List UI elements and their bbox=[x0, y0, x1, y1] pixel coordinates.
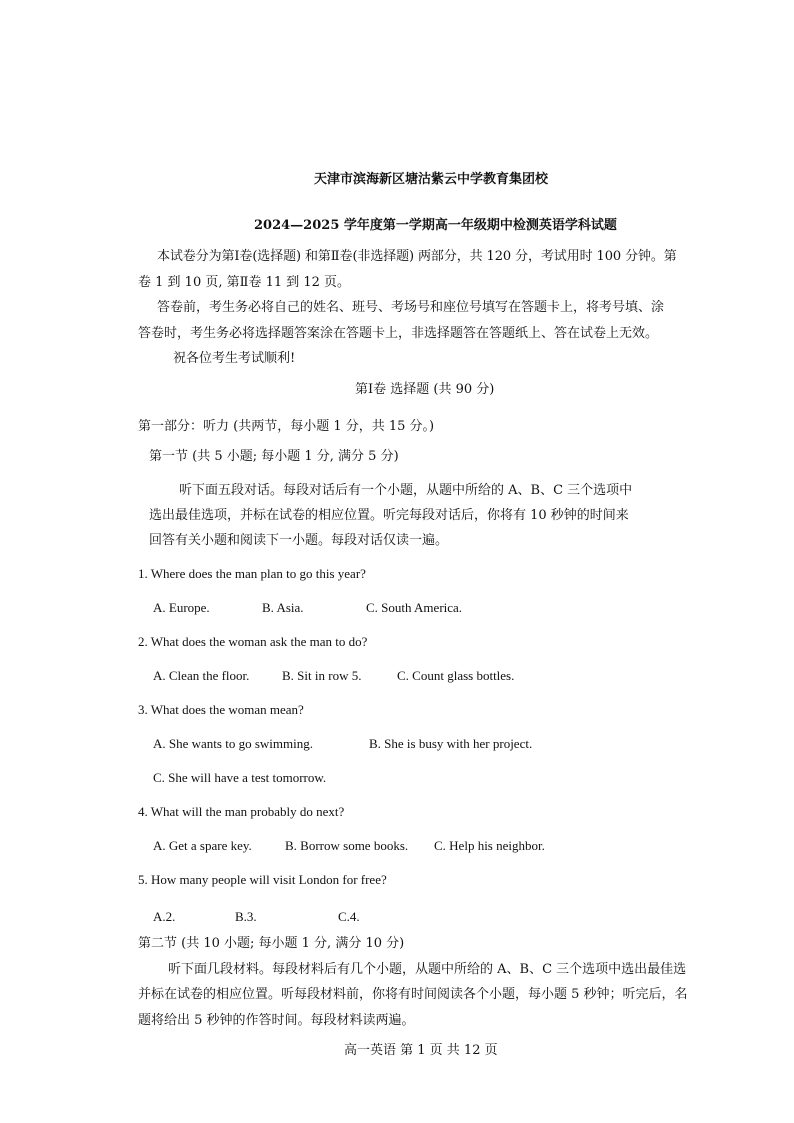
option-b: B. Borrow some books. bbox=[285, 838, 409, 853]
question-stem: 4. What will the man probably do next? bbox=[138, 804, 345, 819]
question-stem: 2. What does the woman ask the man to do? bbox=[138, 634, 368, 649]
option-b: B. She is busy with her project. bbox=[369, 736, 533, 751]
option-a: A.2. bbox=[153, 909, 176, 924]
option-c: C.4. bbox=[338, 909, 360, 924]
school-name: 天津市滨海新区塘沽紫云中学教育集团校 bbox=[314, 172, 549, 187]
option-a: A. Get a spare key. bbox=[153, 838, 252, 853]
wish-line: 祝各位考生考试顺利! bbox=[173, 351, 296, 366]
subsection-1-heading: 第一节 (共 5 小题; 每小题 1 分, 满分 5 分) bbox=[149, 449, 399, 464]
instruction-1-line-3: 回答有关小题和阅读下一小题。每段对话仅读一遍。 bbox=[149, 533, 449, 548]
question-stem: 5. How many people will visit London for free? bbox=[138, 872, 387, 887]
option-a: A. Europe. bbox=[153, 600, 210, 615]
instruction-2-line-1: 听下面几段材料。每段材料后有几个小题，从题中所给的 A、B、C 三个选项中选出最佳选 bbox=[168, 962, 687, 977]
intro-line-4: 答卷时，考生务必将选择题答案涂在答题卡上，非选择题答在答题纸上、答在试卷上无效。 bbox=[138, 326, 659, 341]
option-b: B. Sit in row 5. bbox=[282, 668, 362, 683]
option-c: C. She will have a test tomorrow. bbox=[153, 770, 327, 785]
instruction-1-line-1: 听下面五段对话。每段对话后有一个小题，从题中所给的 A、B、C 三个选项中 bbox=[179, 483, 633, 498]
instruction-2-line-2: 并标在试卷的相应位置。听每段材料前，你将有时间阅读各个小题，每小题 5 秒钟；听完后，名 bbox=[138, 987, 688, 1002]
option-b: B.3. bbox=[235, 909, 257, 924]
subsection-2-heading: 第二节 (共 10 小题; 每小题 1 分, 满分 10 分) bbox=[138, 936, 405, 951]
instruction-1-line-2: 选出最佳选项，并标在试卷的相应位置。听完每段对话后，你将有 10 秒钟的时间来 bbox=[149, 508, 629, 523]
instruction-2-line-3: 题将给出 5 秒钟的作答时间。每段材料读两遍。 bbox=[138, 1013, 415, 1028]
option-c: C. South America. bbox=[366, 600, 463, 615]
intro-line-1: 本试卷分为第Ⅰ卷(选择题) 和第Ⅱ卷(非选择题) 两部分，共 120 分，考试用时 100 分钟。第 bbox=[157, 249, 677, 264]
option-a: A. Clean the floor. bbox=[153, 668, 250, 683]
part-heading: 第一部分：听力 (共两节，每小题 1 分，共 15 分。) bbox=[138, 419, 435, 434]
page-footer: 高一英语 第 1 页 共 12 页 bbox=[344, 1043, 498, 1058]
intro-line-2: 卷 1 到 10 页, 第Ⅱ卷 11 到 12 页。 bbox=[138, 275, 351, 290]
option-c: C. Count glass bottles. bbox=[397, 668, 515, 683]
option-a: A. She wants to go swimming. bbox=[153, 736, 313, 751]
section-title: 第Ⅰ卷 选择题 (共 90 分) bbox=[355, 382, 495, 397]
option-b: B. Asia. bbox=[262, 600, 304, 615]
question-stem: 3. What does the woman mean? bbox=[138, 702, 304, 717]
intro-line-3: 答卷前，考生务必将自己的姓名、班号、考场号和座位号填写在答题卡上，将考号填、涂 bbox=[157, 300, 665, 315]
question-stem: 1. Where does the man plan to go this year? bbox=[138, 566, 366, 581]
exam-title: 2024—2025 学年度第一学期高一年级期中检测英语学科试题 bbox=[254, 218, 617, 233]
option-c: C. Help his neighbor. bbox=[434, 838, 545, 853]
